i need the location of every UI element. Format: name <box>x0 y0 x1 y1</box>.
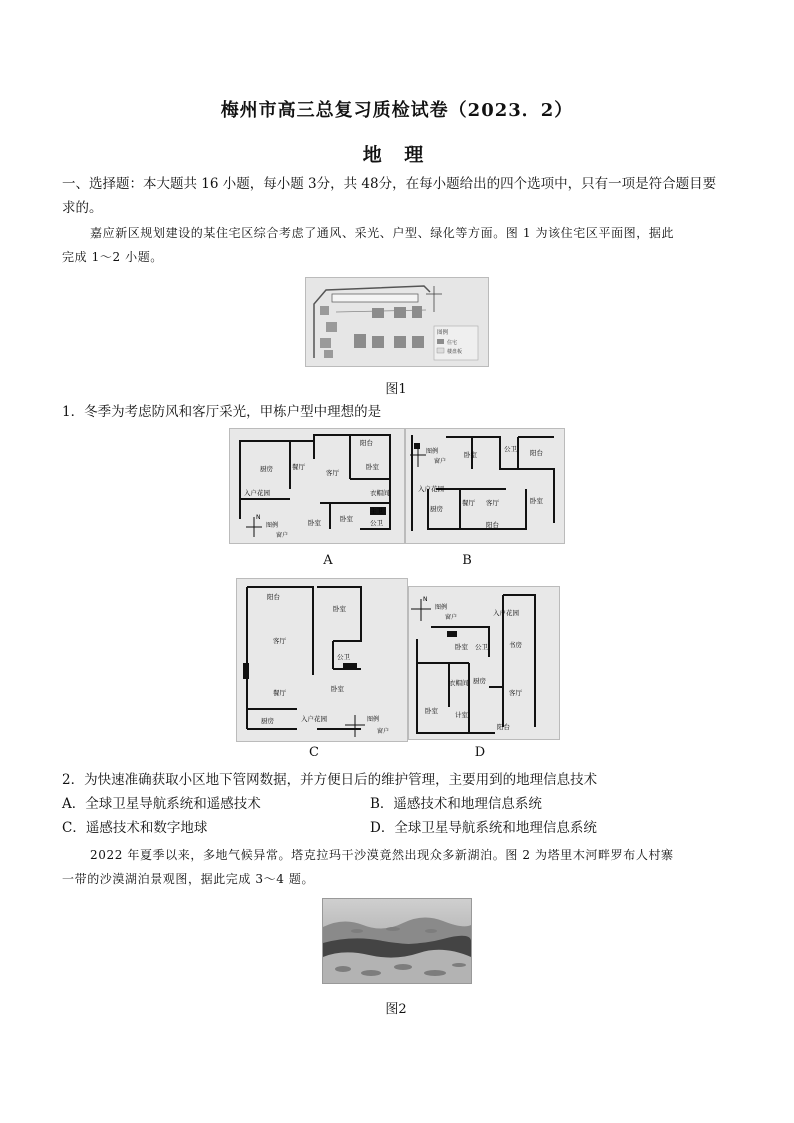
plan-a-room-11: 公卫 <box>370 519 383 527</box>
question-2-option-c: C．遥感技术和数字地球 <box>62 820 208 836</box>
plan-a-legend-window: 窗户 <box>276 532 289 539</box>
plan-c-room-7: 厨房 <box>261 717 274 725</box>
plan-c-room-5: 卧室 <box>331 685 344 693</box>
plan-d-room-1: 入户花园 <box>493 609 519 617</box>
plan-c-room-6: 餐厅 <box>273 689 286 697</box>
plan-b-room-3: 阳台 <box>530 449 543 457</box>
plan-label-d: D <box>474 745 486 760</box>
plan-a-room-4: 餐厅 <box>292 463 305 471</box>
plan-b-room-1: 卧室 <box>464 451 477 459</box>
plan-d-legend-title: 图例 <box>435 604 448 611</box>
plan-b-room-7: 餐厅 <box>462 499 475 507</box>
figure-2-caption: 图2 <box>385 1002 407 1017</box>
section-heading-line1: 一、选择题：本大题共 16 小题，每小题 3分，共 48分，在每小题给出的四个选项中，只有一项是符合题目要 <box>62 176 717 192</box>
plan-a-north: N <box>256 514 261 521</box>
plan-a-room-6: 衣帽间 <box>370 489 390 497</box>
passage-2-line1: 2022 年夏季以来，多地气候异常。塔克拉玛干沙漠竟然出现众多新湖泊。图 2 为塔里木河畔罗布人村寨 <box>90 848 674 862</box>
plan-d-room-10: 计室 <box>455 711 468 719</box>
plan-d-room-4: 衣帽间 <box>449 679 469 687</box>
plan-b-room-5: 卧室 <box>530 497 543 505</box>
floor-plan-d <box>408 586 560 740</box>
legend-swatch-board <box>437 348 444 353</box>
plan-d-legend-window: 窗户 <box>445 614 458 621</box>
plan-d-room-3: 公卫 <box>475 643 488 651</box>
plan-a-room-3: 厨房 <box>260 465 273 473</box>
plan-b-legend-title: 图例 <box>426 448 439 455</box>
plan-label-c: C <box>309 745 319 760</box>
legend-item-board: 楼盘板 <box>447 349 463 355</box>
figure-1-legend-title: 图例 <box>437 330 449 336</box>
plan-a-room-7: 入户花园 <box>244 489 270 497</box>
passage-1 <box>62 221 742 269</box>
plan-b-room-6: 厨房 <box>430 505 443 513</box>
question-2-option-b: B．遥感技术和地理信息系统 <box>370 796 542 812</box>
plan-d-room-8: 厨房 <box>473 677 486 685</box>
plan-b-room-8: 客厅 <box>486 499 499 507</box>
plan-c-room-4: 公卫 <box>337 653 350 661</box>
plan-a-room-5: 客厅 <box>326 469 339 477</box>
section-heading <box>62 172 742 220</box>
figure-1-caption: 图1 <box>385 382 407 397</box>
plan-d-room-7: 客厅 <box>509 689 522 697</box>
legend-swatch-house <box>437 339 444 344</box>
passage-1-line1: 嘉应新区规划建设的某住宅区综合考虑了通风、采光、户型、绿化等方面。图 1 为该住宅区平面图，据此 <box>90 226 675 240</box>
figure-2-desert-lake-photo <box>322 898 472 984</box>
passage-2 <box>62 843 742 891</box>
floor-plan-a <box>229 428 405 544</box>
question-1-stem: 1．冬季为考虑防风和客厅采光，甲栋户型中理想的是 <box>62 404 382 420</box>
exam-title: 梅州市高三总复习质检试卷（2023．2） <box>220 100 574 121</box>
plan-c-room-2: 卧室 <box>333 605 346 613</box>
plan-a-room-9: 卧室 <box>308 519 321 527</box>
plan-b-room-9: 阳台 <box>486 521 499 529</box>
plan-a-room-8: 主卫 <box>370 507 383 515</box>
question-2-stem: 2．为快速准确获取小区地下管网数据，并方便日后的维护管理，主要用到的地理信息技术 <box>62 772 598 788</box>
legend-item-house: 住宅 <box>447 340 458 346</box>
floor-plan-b <box>405 428 565 544</box>
plan-a-room-10: 卧室 <box>340 515 353 523</box>
plan-label-a: A <box>323 553 333 568</box>
floor-plan-c <box>236 578 408 742</box>
plan-label-b: B <box>462 553 472 568</box>
plan-d-room-5: 卧室 <box>425 707 438 715</box>
question-2-option-a: A．全球卫星导航系统和遥感技术 <box>62 796 261 812</box>
passage-1-line2: 完成 1～2 小题。 <box>62 250 163 264</box>
section-heading-line2: 求的。 <box>62 200 103 216</box>
passage-2-line2: 一带的沙漠湖泊景观图，据此完成 3～4 题。 <box>62 872 315 886</box>
plan-d-room-9: 阳台 <box>497 723 510 731</box>
plan-a-room-2: 卧室 <box>366 463 379 471</box>
plan-c-room-3: 客厅 <box>273 637 286 645</box>
plan-b-legend-window: 窗户 <box>434 458 447 465</box>
figure-1-site-plan <box>305 277 489 367</box>
plan-c-room-1: 阳台 <box>267 593 280 601</box>
plan-c-legend-title: 图例 <box>367 716 380 723</box>
plan-a-room-1: 阳台 <box>360 439 373 447</box>
plan-c-room-8: 入户花园 <box>301 715 327 723</box>
plan-b-room-4: 入户花园 <box>418 485 444 493</box>
plan-a-legend-title: 图例 <box>266 522 279 529</box>
plan-b-room-2: 公卫 <box>504 445 517 453</box>
plan-d-room-6: 书房 <box>509 641 522 649</box>
subject-heading: 地 理 <box>362 144 432 166</box>
question-2-option-d: D．全球卫星导航系统和地理信息系统 <box>370 820 597 836</box>
plan-d-room-2: 卧室 <box>455 643 468 651</box>
plan-d-north: N <box>423 596 428 603</box>
plan-c-legend-window: 窗户 <box>377 728 390 735</box>
site-plan-drawing <box>306 278 488 366</box>
